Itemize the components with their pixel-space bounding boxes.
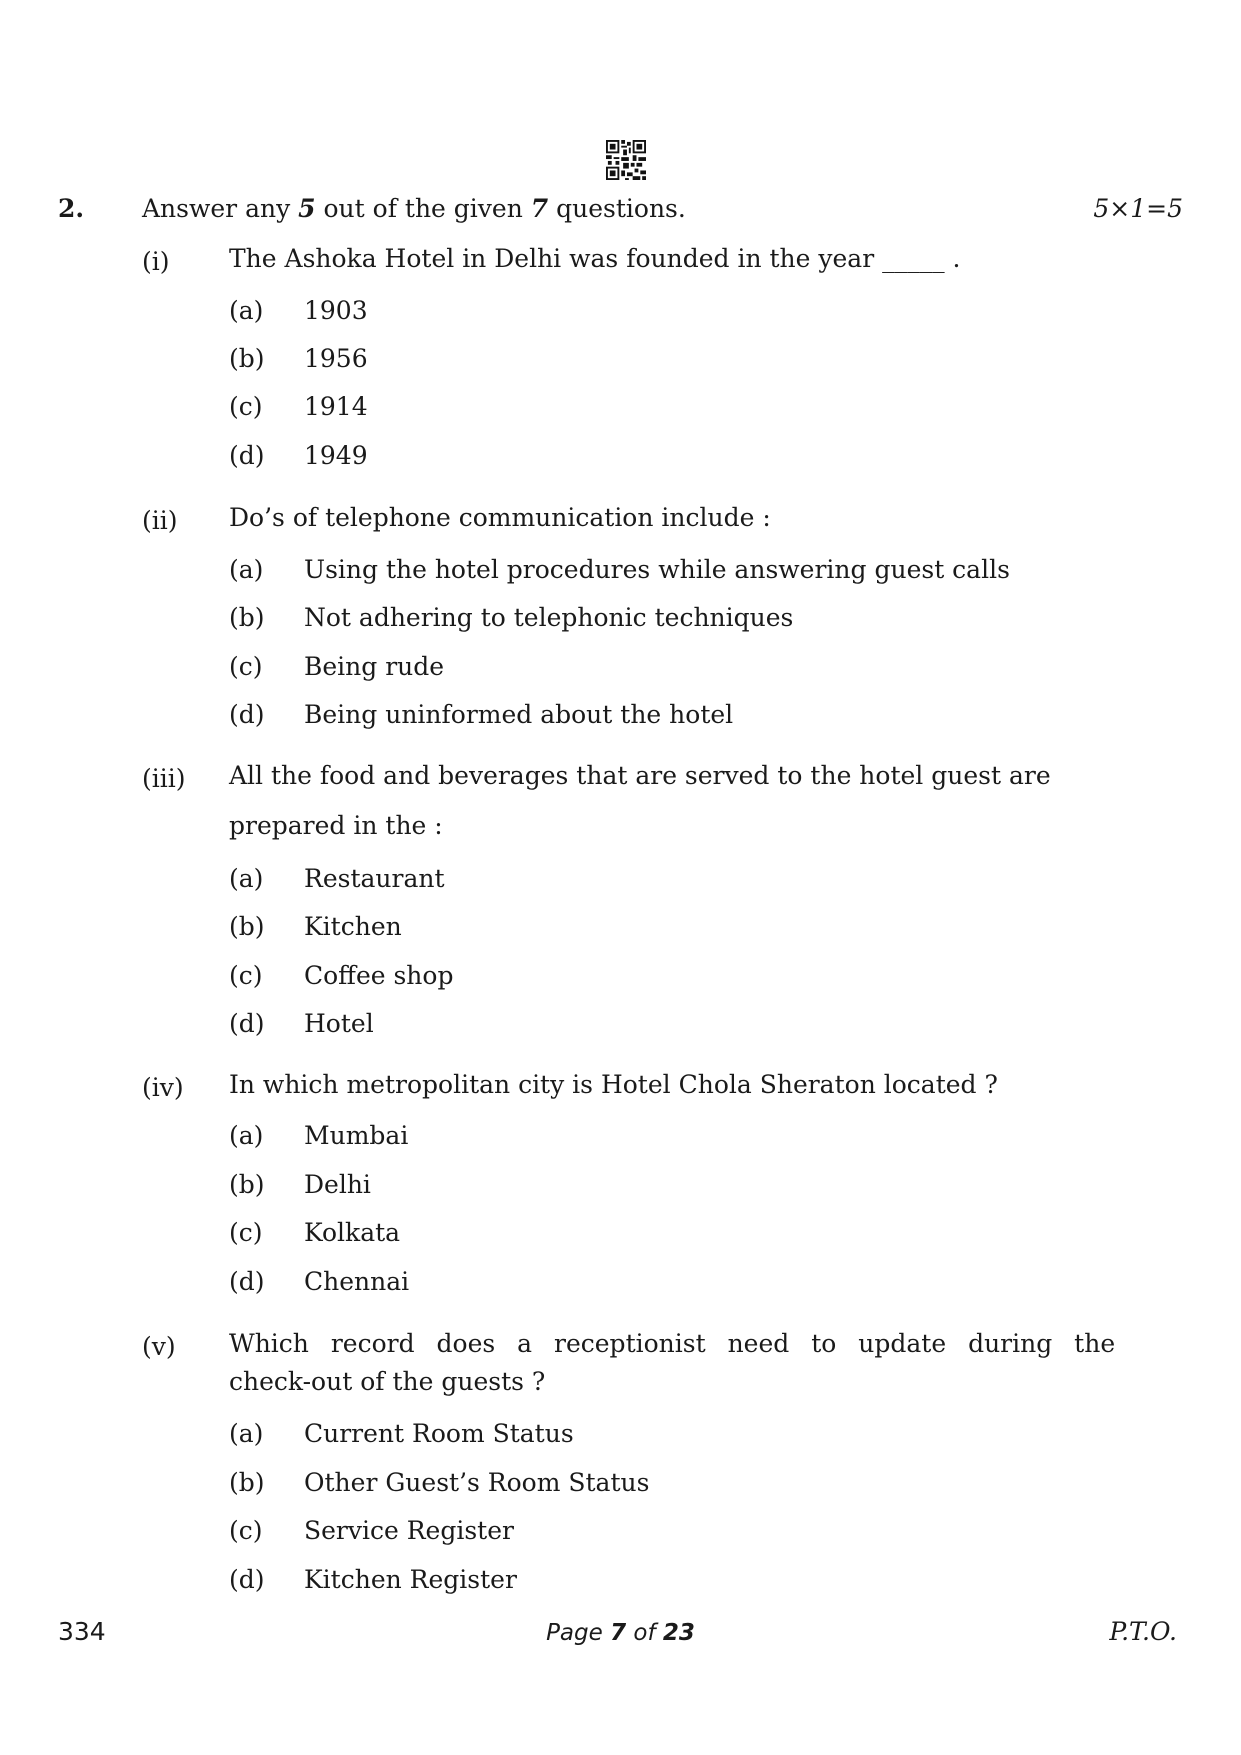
option-label: (b) [229,344,265,373]
option-text: Not adhering to telephonic techniques [304,603,794,632]
subquestion-number: (iv) [142,1073,184,1102]
option-text: Chennai [304,1267,410,1296]
option-text: Service Register [304,1516,514,1545]
qr-code-icon [606,140,646,180]
subquestion-stem-line: prepared in the : [229,811,443,840]
marks-allocation: 5×1=5 [1093,194,1183,223]
pto-label: P.T.O. [1109,1617,1177,1646]
option-label: (d) [229,441,265,470]
option-label: (a) [229,864,264,893]
option-label: (a) [229,1121,264,1150]
option-text: Coffee shop [304,961,454,990]
option-label: (b) [229,1170,265,1199]
option-text: Kolkata [304,1218,401,1247]
option-text: Current Room Status [304,1419,574,1448]
option-text: 1956 [304,344,368,373]
option-label: (b) [229,912,265,941]
option-label: (b) [229,1468,265,1497]
option-label: (c) [229,1516,263,1545]
subquestion-stem-line: All the food and beverages that are served to the hotel guest are [229,761,1051,790]
subquestion-stem: Do’s of telephone communication include : [229,503,771,532]
option-text: Being uninformed about the hotel [304,700,734,729]
question-number: 2. [58,194,85,223]
option-label: (a) [229,296,264,325]
option-label: (c) [229,652,263,681]
option-label: (c) [229,392,263,421]
subquestion-stem-line: Which record does a receptionist need to update during the [229,1329,1116,1358]
option-text: Mumbai [304,1121,409,1150]
option-label: (a) [229,1419,264,1448]
option-label: (d) [229,1267,265,1296]
option-text: Kitchen [304,912,402,941]
option-text: Hotel [304,1009,374,1038]
subquestion-number: (i) [142,247,170,276]
paper-code: 334 [58,1617,106,1646]
subquestion-number: (v) [142,1332,176,1361]
option-text: Being rude [304,652,445,681]
subquestion-stem-line: check-out of the guests ? [229,1367,546,1396]
option-text: Restaurant [304,864,445,893]
option-label: (d) [229,1009,265,1038]
option-text: Using the hotel procedures while answering guest calls [304,555,1010,584]
subquestion-stem: The Ashoka Hotel in Delhi was founded in the year _____ . [229,244,961,273]
page-indicator: Page 7 of 23 [546,1620,695,1646]
option-text: 1914 [304,392,368,421]
subquestion-number: (ii) [142,506,178,535]
option-label: (c) [229,961,263,990]
option-text: Delhi [304,1170,371,1199]
option-text: 1949 [304,441,368,470]
option-label: (d) [229,700,265,729]
question-instruction: Answer any 5 out of the given 7 questions. [142,194,686,223]
option-label: (d) [229,1565,265,1594]
option-label: (c) [229,1218,263,1247]
option-label: (b) [229,603,265,632]
option-text: Other Guest’s Room Status [304,1468,650,1497]
option-text: 1903 [304,296,368,325]
subquestion-number: (iii) [142,764,186,793]
option-text: Kitchen Register [304,1565,517,1594]
option-label: (a) [229,555,264,584]
subquestion-stem: In which metropolitan city is Hotel Chola Sheraton located ? [229,1070,998,1099]
